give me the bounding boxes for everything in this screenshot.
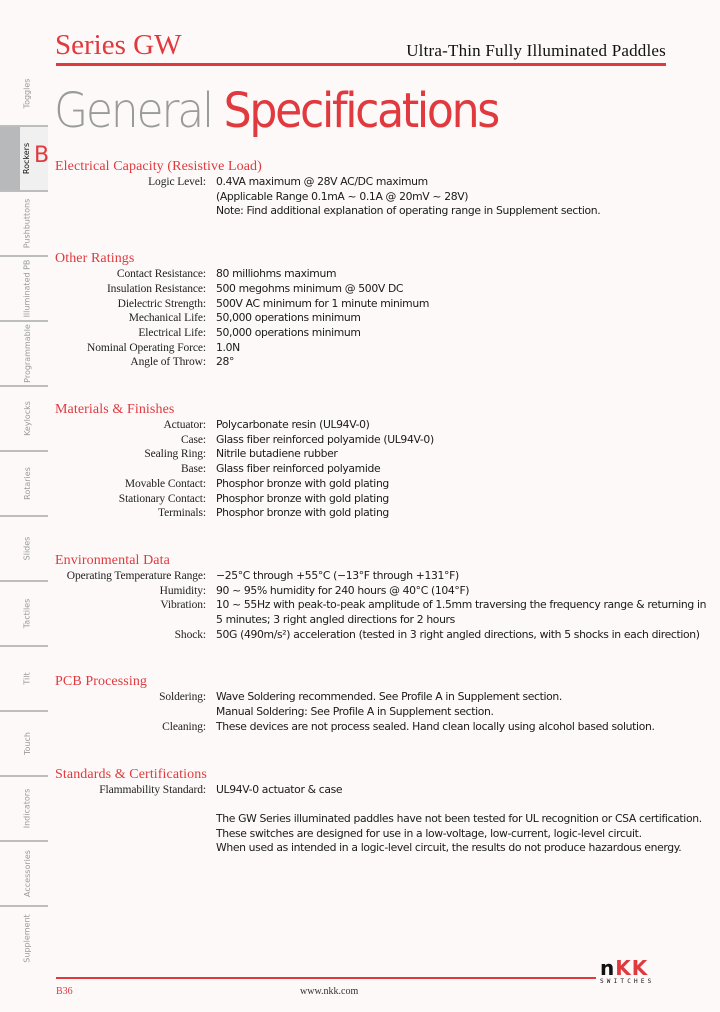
page-number: B36: [56, 986, 73, 997]
section-other-ratings: [55, 250, 665, 370]
tab-label: Pushbuttons: [22, 198, 32, 249]
spec-label: Logic Level:: [148, 176, 206, 188]
tab-programmable[interactable]: [0, 322, 48, 387]
logo-subtext: SWITCHES: [600, 978, 655, 985]
section-environmental: [55, 552, 707, 643]
section-title: Environmental Data: [55, 552, 170, 568]
section-pcb-processing: [55, 673, 665, 734]
logo-wordmark: [600, 956, 666, 980]
spec-row: [55, 175, 665, 219]
spec-row: [55, 341, 665, 356]
page-title-specifications: Specifications: [223, 83, 499, 139]
spec-row: [55, 690, 665, 719]
section-title: Other Ratings: [55, 251, 135, 267]
section-title: Electrical Capacity (Resistive Load): [55, 159, 262, 174]
spec-value: Glass fiber reinforced polyamide: [216, 462, 381, 476]
value-line: These switches are designed for use in a low-voltage, low-current, logic-level circuit.: [216, 826, 642, 840]
spacer: [216, 797, 665, 812]
spec-label: [55, 812, 206, 856]
tab-rotaries[interactable]: [0, 452, 48, 517]
spec-value: [216, 175, 665, 219]
spec-label: Sealing Ring:: [144, 448, 206, 461]
tab-label: Rockers: [22, 142, 32, 175]
section-title: Standards & Certifications: [55, 766, 207, 782]
spec-value: 50,000 operations minimum: [216, 325, 361, 339]
spec-value: −25°C through +55°C (−13°F through +131°F): [216, 568, 459, 582]
spec-row: [55, 447, 665, 462]
spec-value: These devices are not process sealed. Hand clean locally using alcohol based solution.: [216, 719, 655, 733]
spec-label: Shock:: [174, 628, 206, 641]
value-line: 0.4VA maximum @ 28V AC/DC maximum: [216, 175, 428, 188]
spec-label: Terminals:: [157, 507, 206, 520]
spec-row: [55, 783, 665, 798]
spec-value: Phosphor bronze with gold plating: [216, 491, 389, 505]
tab-label: Tilt: [22, 672, 32, 685]
spec-label: Contact Resistance:: [116, 268, 206, 281]
logo-n: n: [600, 956, 616, 980]
value-line: When used as intended in a logic-level circuit, the results do not produce hazardous energy.: [216, 841, 682, 855]
spec-row: [55, 433, 665, 448]
section-electrical: [55, 158, 665, 219]
value-line: The GW Series illuminated paddles have not been tested for UL recognition or CSA certification.: [216, 811, 702, 825]
tab-label: Tactiles: [22, 598, 32, 629]
spec-row: [55, 418, 665, 433]
value-line: Wave Soldering recommended. See Profile A in Supplement section.: [216, 690, 563, 704]
tab-keylocks[interactable]: [0, 387, 48, 452]
tab-label: Rotaries: [22, 467, 32, 500]
value-line: 10 ~ 55Hz with peak-to-peak amplitude of 1.5mm traversing the frequency range & returning in: [216, 598, 707, 612]
tab-accessories[interactable]: [0, 842, 48, 907]
spec-content: [55, 158, 707, 856]
spec-value: Nitrile butadiene rubber: [216, 447, 338, 461]
section-letter: B: [34, 143, 50, 168]
tab-label: Toggles: [22, 78, 32, 109]
tab-toggles[interactable]: [0, 62, 48, 127]
tab-slides[interactable]: [0, 517, 48, 582]
spec-label: Mechanical Life:: [128, 312, 206, 325]
spec-label: Flammability Standard:: [99, 783, 206, 796]
value-line: 5 minutes; 3 right angled directions for 2 hours: [216, 613, 455, 627]
spec-row: [55, 326, 665, 341]
spec-label: Soldering:: [159, 691, 206, 704]
spec-row: [55, 311, 665, 326]
website-link[interactable]: www.nkk.com: [300, 986, 359, 997]
spec-row: [55, 720, 665, 735]
footer-rule: [56, 977, 596, 979]
certification-note: [216, 812, 702, 856]
spec-label: Humidity:: [159, 584, 206, 597]
value-line: Note: Find additional explanation of operating range in Supplement section.: [216, 204, 601, 218]
header-rule: [56, 63, 666, 66]
spec-value: 28°: [216, 355, 235, 369]
tab-tactiles[interactable]: [0, 582, 48, 647]
tab-label: Programmable: [22, 324, 32, 383]
spec-label: Actuator:: [163, 419, 206, 432]
section-tabs: [0, 62, 48, 972]
tab-label: Keylocks: [22, 401, 32, 436]
tab-label: Illuminated PB: [22, 259, 32, 318]
page-title-general: General: [54, 83, 212, 139]
spec-value: 500 megohms minimum @ 500V DC: [216, 281, 404, 295]
spec-label: Dielectric Strength:: [117, 297, 206, 310]
spec-row: [55, 811, 702, 856]
spec-row: [55, 477, 665, 492]
tab-label: Slides: [22, 536, 32, 561]
spec-value: Polycarbonate resin (UL94V-0): [216, 418, 370, 432]
spec-row: [55, 506, 665, 521]
spec-label: Base:: [180, 463, 206, 476]
spec-label: Insulation Resistance:: [106, 282, 206, 295]
spec-label: Angle of Throw:: [130, 356, 206, 369]
section-title: Materials & Finishes: [55, 402, 175, 418]
value-line: Manual Soldering: See Profile A in Supplement section.: [216, 705, 494, 719]
page-title: [54, 82, 498, 140]
tab-illuminated-pb[interactable]: [0, 257, 48, 322]
spec-value: UL94V-0 actuator & case: [216, 782, 343, 796]
spec-label: Operating Temperature Range:: [66, 569, 206, 582]
product-subtitle: Ultra-Thin Fully Illuminated Paddles: [406, 41, 666, 60]
tab-rockers[interactable]: [0, 127, 48, 192]
spec-label: Stationary Contact:: [118, 492, 206, 505]
spec-label: Nominal Operating Force:: [87, 341, 206, 354]
spec-row: [55, 462, 665, 477]
tab-pushbuttons[interactable]: [0, 192, 48, 257]
spec-row: [55, 584, 665, 599]
spec-value: 500V AC minimum for 1 minute minimum: [216, 296, 429, 310]
spec-value: 1.0N: [216, 340, 240, 354]
spec-label: Electrical Life:: [138, 326, 206, 339]
spec-row: [55, 492, 665, 507]
spec-row: [55, 598, 707, 627]
spec-value: [216, 598, 706, 627]
spec-label: Case:: [180, 433, 206, 446]
spec-value: Glass fiber reinforced polyamide (UL94V-0): [216, 432, 434, 446]
spec-value: Phosphor bronze with gold plating: [216, 476, 389, 490]
spec-row: [55, 297, 665, 312]
section-materials: [55, 401, 665, 521]
tab-touch[interactable]: [0, 712, 48, 777]
spec-label: Cleaning:: [162, 720, 206, 733]
spec-row: [55, 282, 665, 297]
tab-supplement[interactable]: [0, 907, 48, 972]
spec-row: [55, 569, 665, 584]
spec-label: Vibration:: [160, 599, 206, 612]
tab-tilt[interactable]: [0, 647, 48, 712]
spec-value: 50,000 operations minimum: [216, 311, 361, 325]
logo-kk: KK: [615, 956, 649, 980]
tab-label: Supplement: [22, 914, 32, 963]
tab-label: Accessories: [22, 850, 32, 897]
spec-row: [55, 267, 665, 282]
spec-value: 80 milliohms maximum: [216, 267, 337, 281]
spec-row: [55, 355, 665, 370]
spacer-row: [55, 797, 665, 812]
section-standards: [55, 766, 702, 857]
nkk-logo: [600, 956, 666, 985]
spacer: [55, 797, 206, 812]
spec-row: [55, 627, 700, 643]
value-line: (Applicable Range 0.1mA ~ 0.1A @ 20mV ~ 28V): [216, 189, 469, 203]
section-title: PCB Processing: [55, 674, 148, 690]
tab-indicators[interactable]: [0, 777, 48, 842]
spec-value: 90 ~ 95% humidity for 240 hours @ 40°C (104°F): [216, 583, 470, 597]
spec-label: Movable Contact:: [124, 477, 206, 490]
series-title: Series GW: [55, 29, 182, 61]
spec-value: [216, 690, 665, 719]
spec-value: Phosphor bronze with gold plating: [216, 506, 389, 520]
tab-label: Touch: [22, 732, 32, 755]
tab-label: Indicators: [22, 788, 32, 829]
spec-value: 50G (490m/s²) acceleration (tested in 3 right angled directions, with 5 shocks in each direction): [216, 627, 700, 641]
